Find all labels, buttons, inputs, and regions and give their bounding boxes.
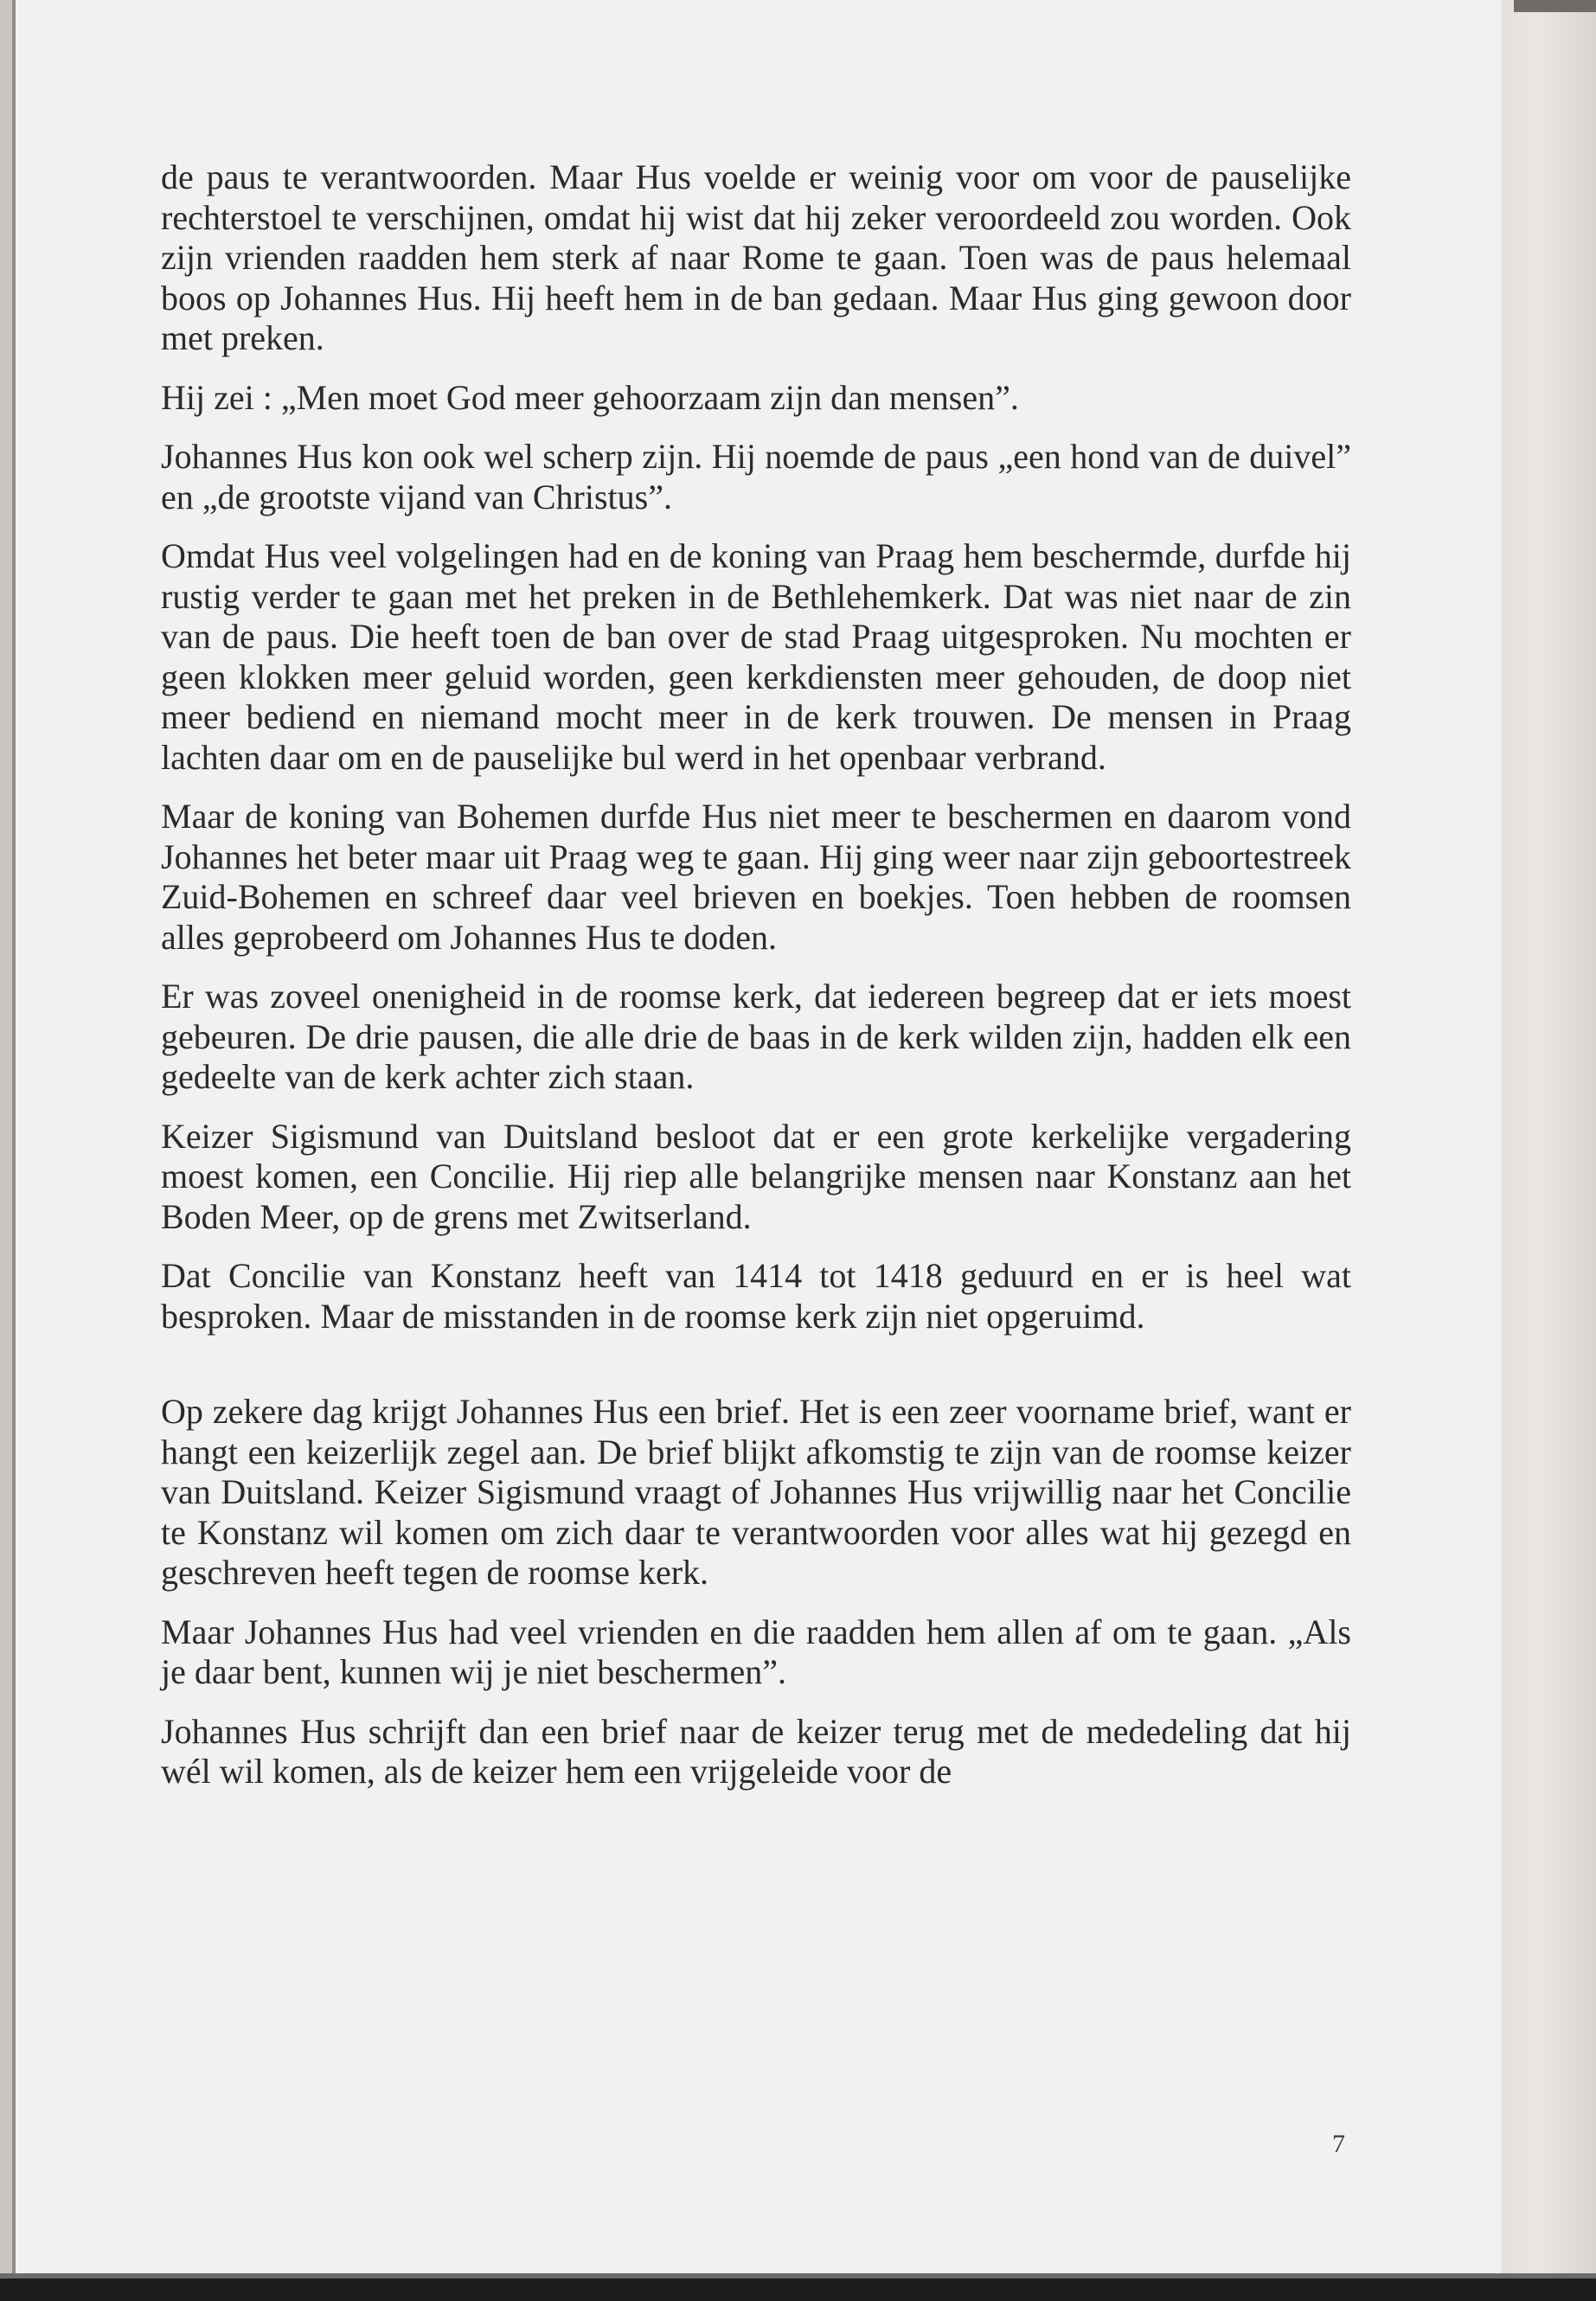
scan-bottom-edge-highlight — [0, 2273, 1596, 2279]
page-number: 7 — [1332, 2130, 1345, 2158]
paragraph-10: Maar Johannes Hus had veel vrienden en die raadden hem allen af om te gaan. „Als je daar bent, kunnen wij je niet beschermen”. — [161, 1612, 1351, 1691]
scan-edge-mark — [1514, 0, 1596, 12]
paragraph-5: Maar de koning van Bohemen durfde Hus niet meer te beschermen en daarom vond Johannes het beter maar uit Praag weg te gaan. Hij ging weer naar zijn geboortestreek Zuid-Bohemen en schreef daar veel brieven en boekjes. Toen hebben de roomsen alles geprobeerd om Johannes Hus te doden. — [161, 797, 1351, 957]
paragraph-11: Johannes Hus schrijft dan een brief naar de keizer terug met de mededeling dat hij wél wil komen, als de keizer hem een vrijgeleide voor de — [161, 1711, 1351, 1791]
paragraph-3: Johannes Hus kon ook wel scherp zijn. Hij noemde de paus „een hond van de duivel” en „de grootste vijand van Christus”. — [161, 437, 1351, 516]
paragraph-4: Omdat Hus veel volgelingen had en de koning van Praag hem beschermde, durfde hij rustig verder te gaan met het preken in de Bethlehemkerk. Dat was niet naar de zin van de paus. Die heeft toen de ban over de stad Praag uitgesproken. Nu mochten er geen klokken meer geluid worden, geen kerkdiensten meer gehouden, de doop niet meer bediend en niemand mocht meer in de kerk trouwen. De mensen in Praag lachten daar om en de pauselijke bul werd in het openbaar verbrand. — [161, 536, 1351, 777]
scan-right-margin — [1498, 0, 1596, 2273]
paragraph-7: Keizer Sigismund van Duitsland besloot dat er een grote kerkelijke vergadering moest komen, een Concilie. Hij riep alle belangrijke mensen naar Konstanz aan het Boden Meer, op de grens met Zwitserland. — [161, 1116, 1351, 1236]
paragraph-1: de paus te verantwoorden. Maar Hus voelde er weinig voor om voor de pauselijke rechterstoel te verschijnen, omdat hij wist dat hij zeker veroordeeld zou worden. Ook zijn vrienden raadden hem sterk af naar Rome te gaan. Toen was de paus helemaal boos op Johannes Hus. Hij heeft hem in de ban gedaan. Maar Hus ging gewoon door met preken. — [161, 157, 1351, 357]
paragraph-2: Hij zei : „Men moet God meer gehoorzaam zijn dan mensen”. — [161, 377, 1019, 417]
page-body-text — [161, 157, 1351, 1811]
paragraph-8: Dat Concilie van Konstanz heeft van 1414 tot 1418 geduurd en er is heel wat besproken. Maar de misstanden in de roomse kerk zijn niet opgeruimd. — [161, 1256, 1351, 1336]
paragraph-9: Op zekere dag krijgt Johannes Hus een brief. Het is een zeer voorname brief, want er hangt een keizerlijk zegel aan. De brief blijkt afkomstig te zijn van de roomse keizer van Duitsland. Keizer Sigismund vraagt of Johannes Hus vrijwillig naar het Concilie te Konstanz wil komen om zich daar te verantwoorden voor alles wat hij gezegd en geschreven heeft tegen de roomse kerk. — [161, 1392, 1351, 1592]
paragraph-6: Er was zoveel onenigheid in de roomse kerk, dat iedereen begreep dat er iets moest gebeuren. De drie pausen, die alle drie de baas in de kerk wilden zijn, hadden elk een gedeelte van de kerk achter zich staan. — [161, 977, 1351, 1096]
